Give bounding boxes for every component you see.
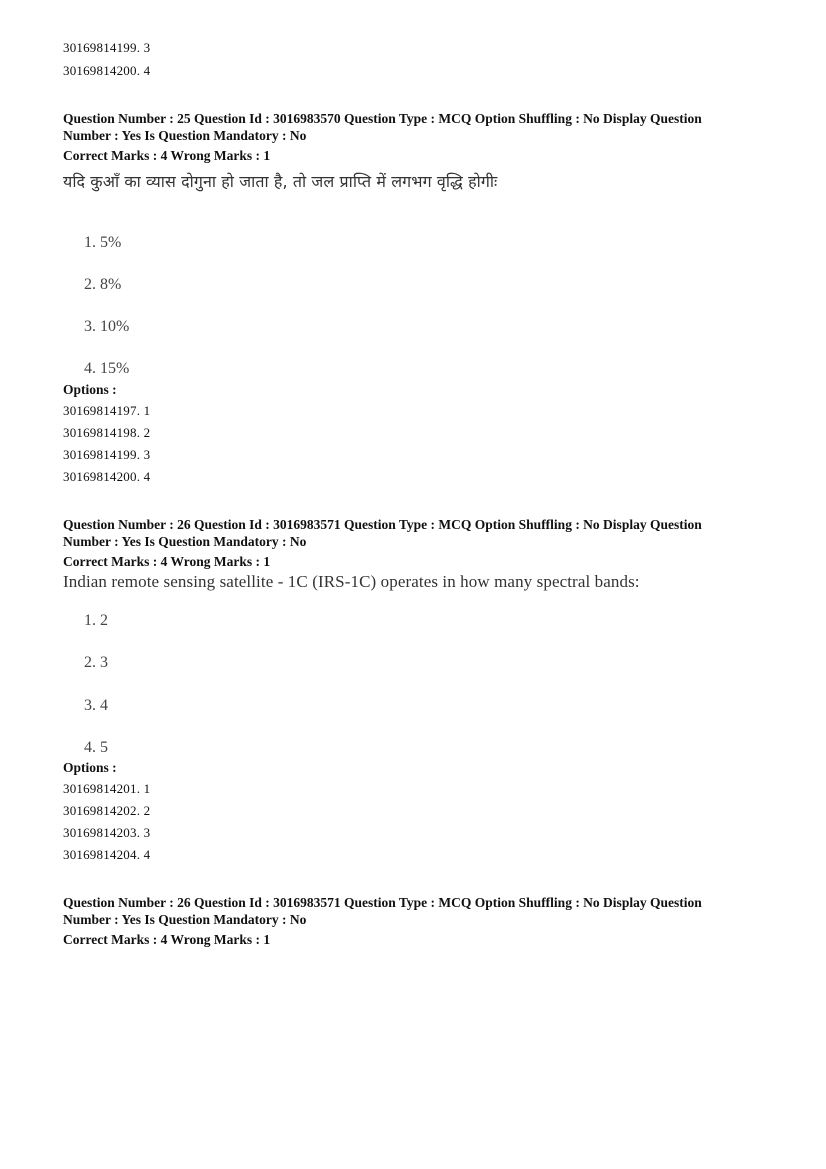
question-meta-line2: Number : Yes Is Question Mandatory : No [63, 128, 307, 143]
question-meta-line1: Question Number : 26 Question Id : 3016983571 Question Type : MCQ Option Shuffling : No Display Question [63, 517, 702, 532]
option-line: 30169814199. 3 [63, 447, 151, 462]
answer-choice: 4. 5 [84, 739, 108, 756]
question-marks: Correct Marks : 4 Wrong Marks : 1 [63, 148, 271, 163]
question-marks: Correct Marks : 4 Wrong Marks : 1 [63, 932, 271, 947]
option-line: 30169814201. 1 [63, 781, 151, 796]
question-meta [63, 516, 763, 550]
answer-choice: 2. 8% [84, 276, 122, 293]
question-meta-line2: Number : Yes Is Question Mandatory : No [63, 534, 307, 549]
option-line: 30169814199. 3 [63, 40, 151, 55]
answer-choice: 3. 4 [84, 697, 108, 714]
option-line: 30169814204. 4 [63, 847, 151, 862]
question-meta-line1: Question Number : 25 Question Id : 3016983570 Question Type : MCQ Option Shuffling : No Display Question [63, 111, 702, 126]
answer-choice: 3. 10% [84, 318, 130, 335]
answer-choice: 1. 5% [84, 234, 122, 251]
question-text: Indian remote sensing satellite - 1C (IRS-1C) operates in how many spectral bands: [63, 572, 640, 591]
option-line: 30169814200. 4 [63, 469, 151, 484]
option-line: 30169814198. 2 [63, 425, 151, 440]
option-line: 30169814202. 2 [63, 803, 151, 818]
question-meta-line1: Question Number : 26 Question Id : 3016983571 Question Type : MCQ Option Shuffling : No Display Question [63, 895, 702, 910]
options-label: Options : [63, 382, 117, 397]
question-meta [63, 110, 763, 144]
answer-choice: 2. 3 [84, 654, 108, 671]
question-meta [63, 894, 763, 928]
question-text: यदि कुआँ का व्यास दोगुना हो जाता है, तो जल प्राप्ति में लगभग वृद्धि होगीः [63, 172, 498, 191]
options-label: Options : [63, 760, 117, 775]
question-meta-line2: Number : Yes Is Question Mandatory : No [63, 912, 307, 927]
option-line: 30169814200. 4 [63, 63, 151, 78]
answer-choice: 1. 2 [84, 612, 108, 629]
answer-choice: 4. 15% [84, 360, 130, 377]
question-marks: Correct Marks : 4 Wrong Marks : 1 [63, 554, 271, 569]
option-line: 30169814203. 3 [63, 825, 151, 840]
option-line: 30169814197. 1 [63, 403, 151, 418]
